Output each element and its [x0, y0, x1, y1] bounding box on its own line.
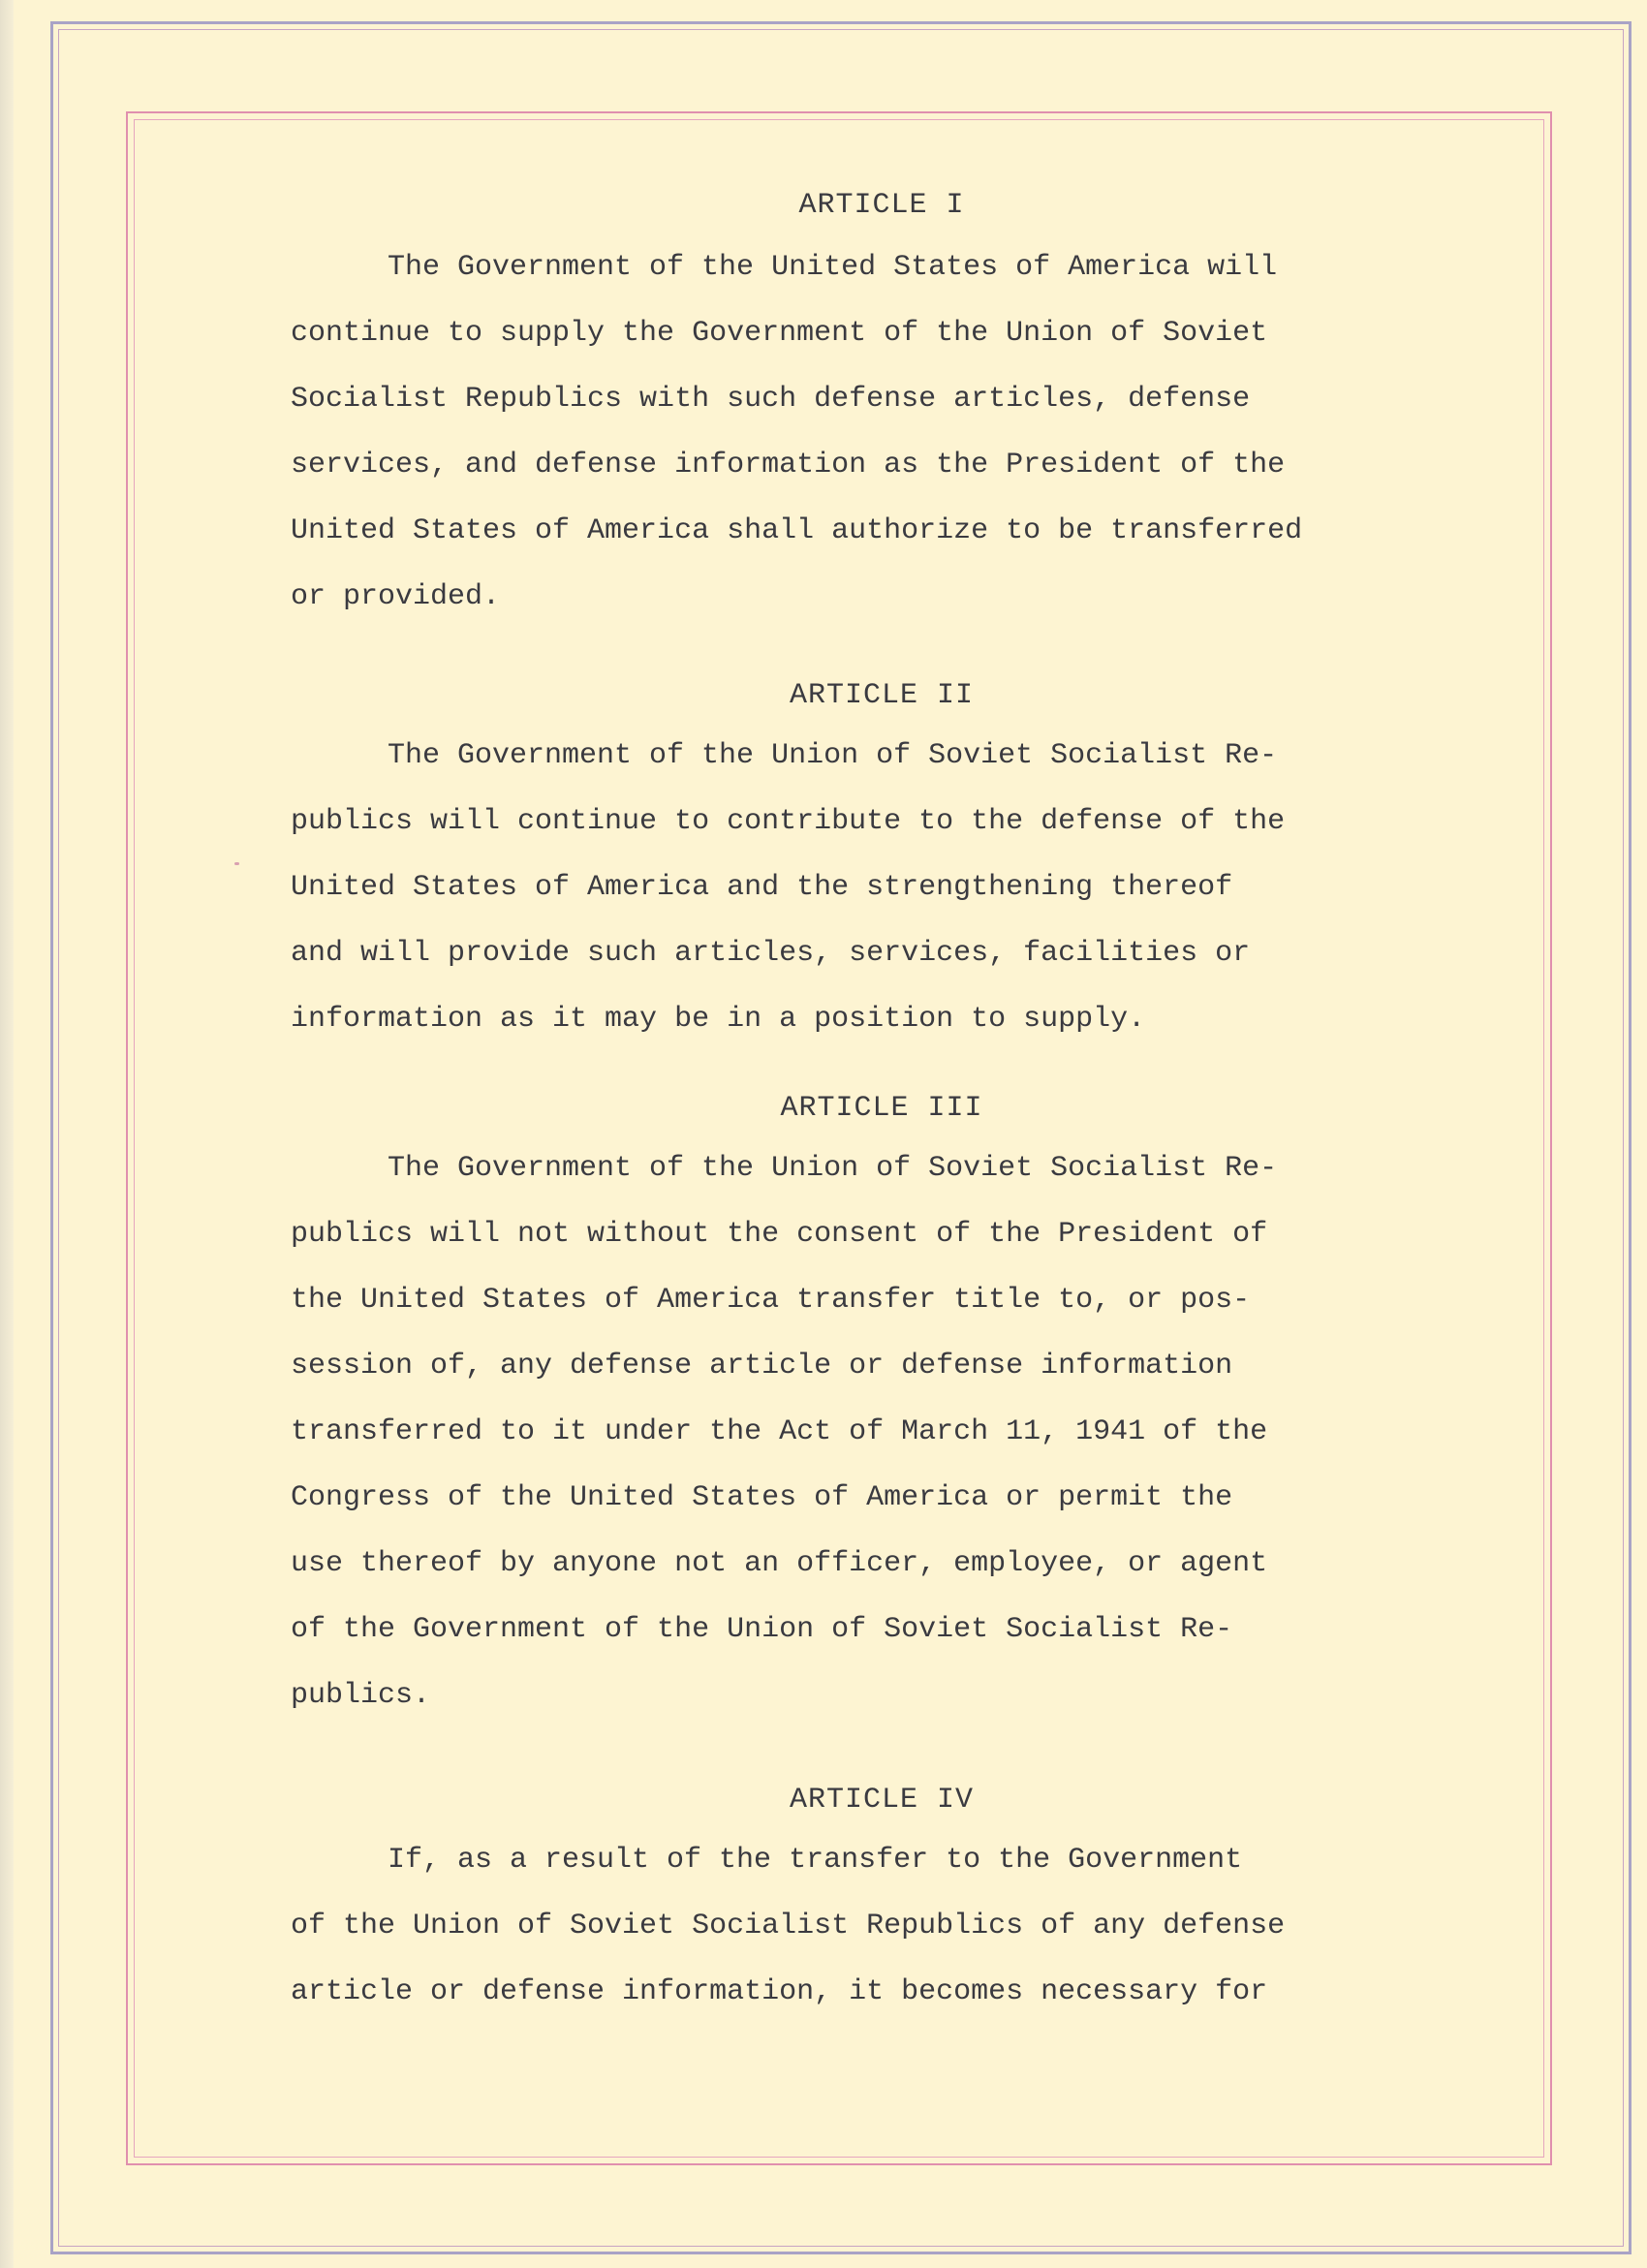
- article-text: The Government of the Union of Soviet Socialist Re- publics will not without the consent of the President of the United States of America transfer title to, or pos- session of, any defense article or defense information transferred to it under the Act of March 11, 1941 of the Congress of the United States of America or permit the use thereof by anyone not an officer, employee, or agent of the Government of the Union of Soviet Socialist Re- publics.: [291, 1152, 1278, 1712]
- document-body: [291, 186, 1492, 2025]
- article-3: [291, 1089, 1492, 1728]
- article-heading: ARTICLE I: [798, 189, 965, 222]
- article-4: [291, 1781, 1492, 2025]
- article-text: The Government of the United States of America will continue to supply the Government of the Union of Soviet Socialist Republics with such defense articles, defense services, and defense information as the President of the United States of America shall authorize to be transferred or provided.: [291, 251, 1303, 613]
- article-text: The Government of the Union of Soviet Socialist Re- publics will continue to contribute to the defense of the United States of America and the strengthening thereof and will provide such articles, services, facilities or information as it may be in a position to supply.: [291, 739, 1286, 1036]
- article-heading: ARTICLE II: [789, 679, 975, 712]
- article-2: [291, 676, 1492, 1052]
- article-text: If, as a result of the transfer to the Government of the Union of Soviet Socialist Republics of any defense article or defense information, it becomes necessary for: [291, 1844, 1286, 2008]
- article-heading: ARTICLE III: [780, 1092, 983, 1125]
- page-edge-shadow: [0, 0, 14, 2268]
- ink-speck: [234, 862, 239, 865]
- article-heading: ARTICLE IV: [789, 1784, 975, 1817]
- article-1: [291, 186, 1492, 630]
